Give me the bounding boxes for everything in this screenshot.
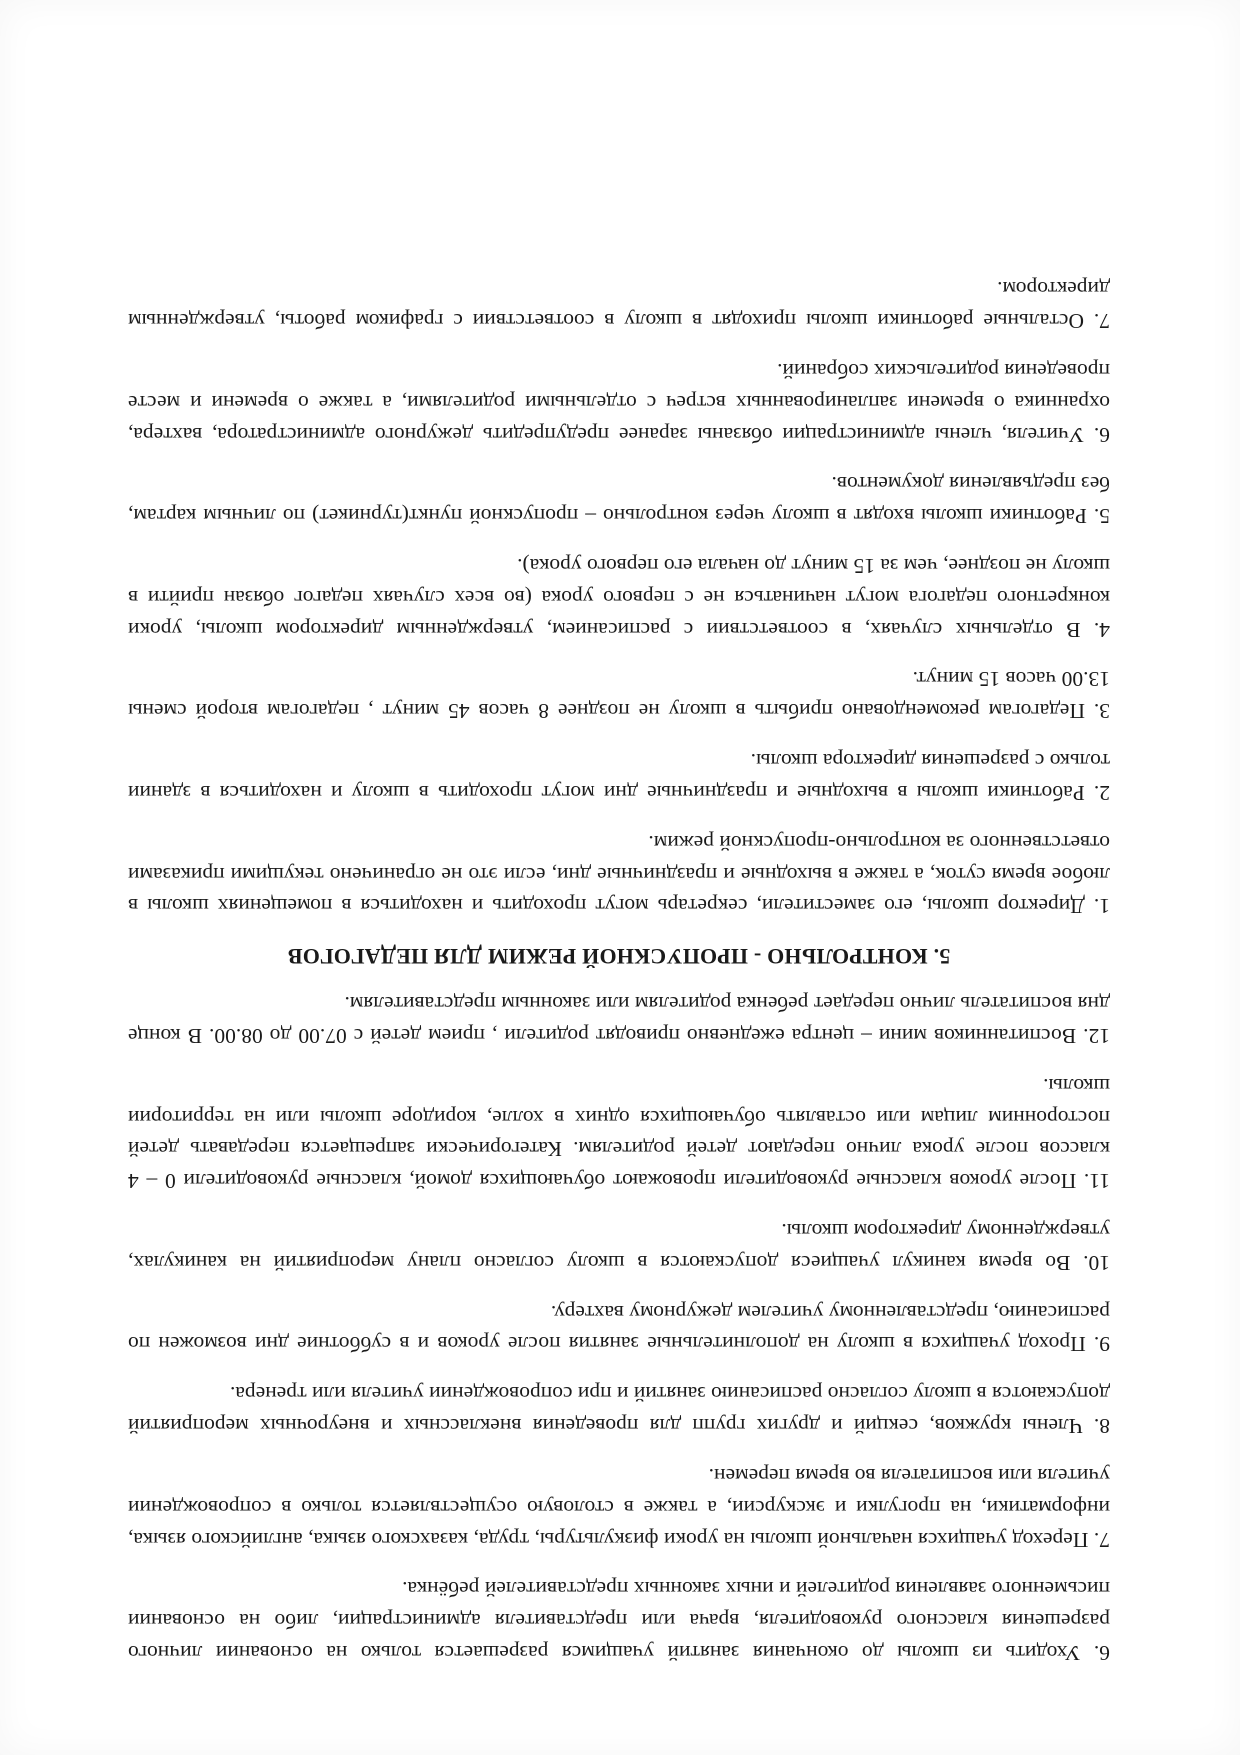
list-item: 12. Воспитанников мини – центра ежедневно приводят родители , прием детей с 07.00 до 08.00. В конце дня воспитатель лично передает ребенка родителям или законным представителям.: [128, 992, 1110, 1048]
paragraph-text: В отдельных случаях, в соответствии с расписанием, утвержденным директором школы, уроки конкретного педагога могут начинаться не с первого урока (во всех случаях педагог обязан прийти в школу не позднее, чем за 15 минут до начала его первого урока).: [128, 554, 1110, 642]
paragraph-text: После уроков классные руководители провожают обучающихся домой, классные руководители 0 – 4 классов после урока лично передают детей родителям. Категорически запрещается передавать детей посторонним лицам или оставлять обучающихся одних в холле, коридоре школы или на территории школы.: [128, 1073, 1110, 1194]
list-item: 6. Уходить из школы до окончания занятий учащимся разрешается только на основании личного разрешения классного руководителя, врача или представителя администрации, либо на основании письменного заявления родителей и иных законных представителей ребёнка.: [128, 1577, 1110, 1665]
list-item: 4. В отдельных случаях, в соответствии с расписанием, утвержденным директором школы, уроки конкретного педагога могут начинаться не с первого урока (во всех случаях педагог обязан прийти в школу не позднее, чем за 15 минут до начала его первого урока).: [128, 554, 1110, 642]
paragraph-text: Директор школы, его заместители, секретарь могут проходить и находиться в помещениях школы в любое время суток, а также в выходные и праздничные дни, если это не ограничено текущими приказами ответственного за контрольно-пропускной режим.: [128, 830, 1110, 919]
paragraph-text: Во время каникул учащиеся допускаются в школу согласно плану мероприятий на каникулах, утвержденному директором школы.: [128, 1219, 1110, 1275]
paragraph-text: Педагогам рекомендовано прибыть в школу не позднее 8 часов 45 минут , педагогам второй смены 13.00 часов 15 минут.: [128, 667, 1110, 724]
paragraph-text: Переход учащихся начальной школы на уроки физкультуры, труда, казахского языка, английского языка, информатики, на прогулки и экскурсии, а также в столовую осуществляется только в сопровождении учителя или воспитателя во время перемен.: [128, 1463, 1110, 1552]
paragraph-text: Остальные работники школы приходят в школу в соответствии с графиком работы, утвержденным директором.: [128, 277, 1110, 334]
section-heading: 5. КОНТРОЛЬНО - ПРОПУСКНОЙ РЕЖИМ ДЛЯ ПЕДАГОГОВ: [287, 944, 951, 970]
paragraph-text: Уходить из школы до окончания занятий учащимся разрешается только на основании личного разрешения классного руководителя, врача или представителя администрации, либо на основании письменного заявления родителей и иных законных представителей ребёнка.: [128, 1577, 1110, 1665]
list-item: 1. Директор школы, его заместители, секретарь могут проходить и находиться в помещениях школы в любое время суток, а также в выходные и праздничные дни, если это не ограничено текущими приказами ответственного за контрольно-пропускной режим.: [128, 830, 1110, 919]
list-item: 3. Педагогам рекомендовано прибыть в школу не позднее 8 часов 45 минут , педагогам второй смены 13.00 часов 15 минут.: [128, 667, 1110, 724]
list-item: 10. Во время каникул учащиеся допускаются в школу согласно плану мероприятий на каникулах, утвержденному директором школы.: [128, 1219, 1110, 1275]
paragraph-text: Воспитанников мини – центра ежедневно приводят родители , прием детей с 07.00 до 08.00. В конце дня воспитатель лично передает ребенка родителям или законным представителям.: [128, 992, 1110, 1048]
paragraph-text: Проход учащихся в школу на дополнительные занятия после уроков и в субботние дни возможен по расписанию, представленному учителем дежурному вахтеру.: [128, 1300, 1110, 1357]
paragraph-text: Учителя, члены администрации обязаны заранее предупредить дежурного администратора, вахтера, охранника о времени запланированных встреч с отдельными родителями, а также о времени и месте проведения родительских собраний.: [128, 359, 1110, 447]
list-item: 7. Остальные работники школы приходят в школу в соответствии с графиком работы, утвержденным директором.: [128, 277, 1110, 334]
paragraph-text: Работники школы в выходные и праздничные дни могут проходить в школу и находиться в здании только с разрешения директора школы.: [128, 749, 1110, 805]
list-item: 2. Работники школы в выходные и праздничные дни могут проходить в школу и находиться в здании только с разрешения директора школы.: [128, 749, 1110, 805]
list-item: 8. Члены кружков, секций и других групп для проведения внеклассных и внеурочных мероприятий допускаются в школу согласно расписанию занятий и при сопровождении учителя или тренера.: [128, 1382, 1110, 1439]
paragraph-text: Работники школы входят в школу через контрольно – пропускной пункт(турникет) по личным картам, без предъявления документов.: [128, 472, 1110, 529]
list-item: 9. Проход учащихся в школу на дополнительные занятия после уроков и в субботние дни возможен по расписанию, представленному учителем дежурному вахтеру.: [128, 1300, 1110, 1357]
list-item: 11. После уроков классные руководители провожают обучающихся домой, классные руководители 0 – 4 классов после урока лично передают детей родителям. Категорически запрещается передавать детей посторонним лицам или оставлять обучающихся одних в холле, коридоре школы или на территории школы.: [128, 1073, 1110, 1194]
list-item: 7. Переход учащихся начальной школы на уроки физкультуры, труда, казахского языка, английского языка, информатики, на прогулки и экскурсии, а также в столовую осуществляется только в сопровождении учителя или воспитателя во время перемен.: [128, 1463, 1110, 1552]
document-body-rotated: [128, 178, 1110, 1668]
paragraph-text: Члены кружков, секций и других групп для проведения внеклассных и внеурочных мероприятий допускаются в школу согласно расписанию занятий и при сопровождении учителя или тренера.: [128, 1382, 1110, 1439]
list-item: 5. Работники школы входят в школу через контрольно – пропускной пункт(турникет) по личным картам, без предъявления документов.: [128, 472, 1110, 529]
list-item: 6. Учителя, члены администрации обязаны заранее предупредить дежурного администратора, вахтера, охранника о времени запланированных встреч с отдельными родителями, а также о времени и месте проведения родительских собраний.: [128, 359, 1110, 447]
